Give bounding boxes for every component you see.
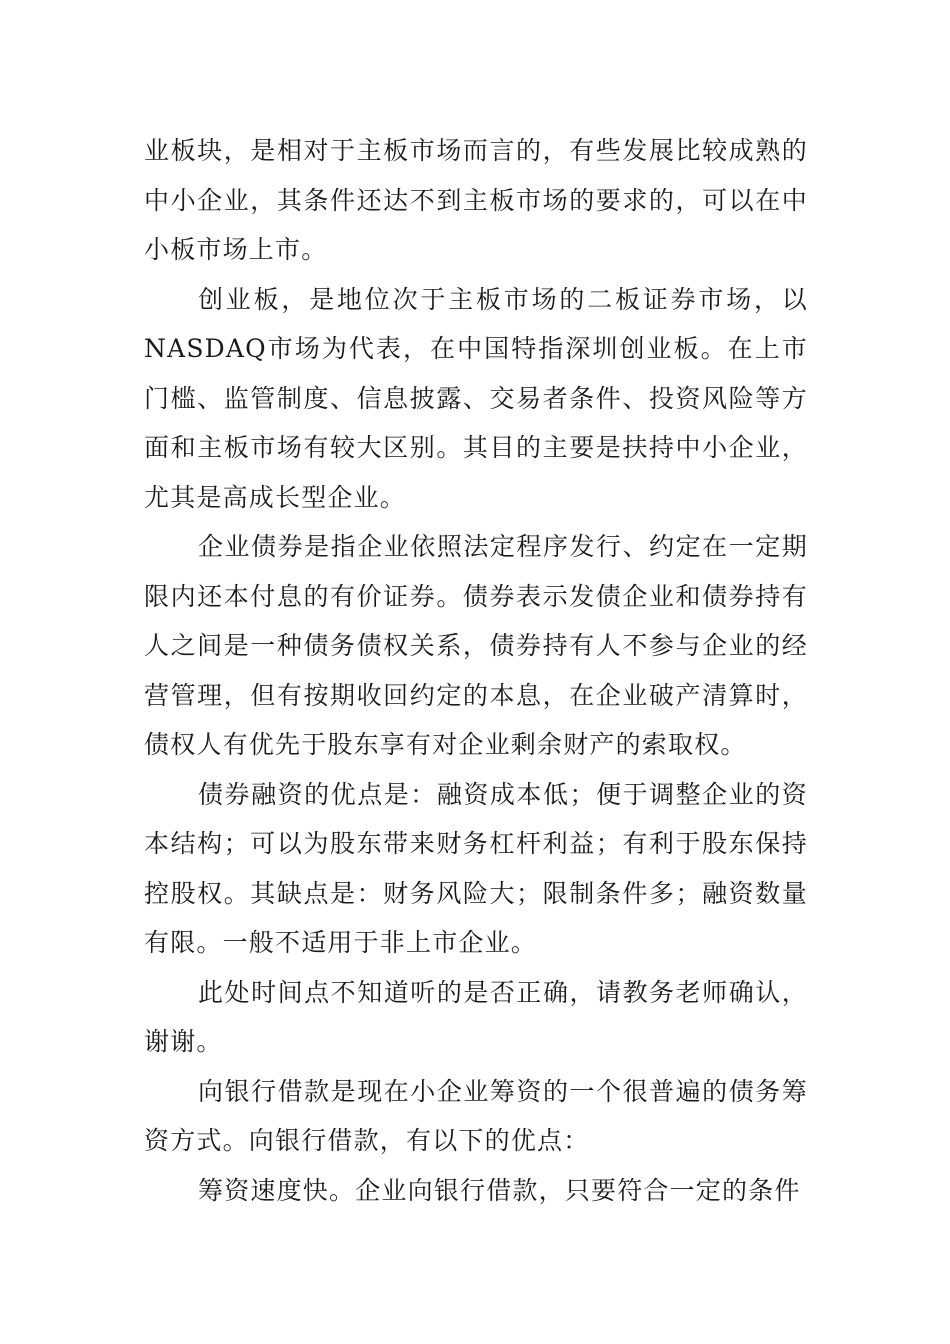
document-body bbox=[144, 126, 808, 1215]
paragraph-fast-financing: 筹资速度快。企业向银行借款，只要符合一定的条件 bbox=[198, 1175, 801, 1205]
paragraph-corporate-bonds: 企业债券是指企业依照法定程序发行、约定在一定期限内还本付息的有价证券。债券表示发债企业和债券持有人之间是一种债务债权关系，债券持有人不参与企业的经营管理，但有按期收回约定的本息，在企业破产清算时，债权人有优先于股东享有对企业剩余财产的索取权。 bbox=[144, 532, 808, 759]
paragraph-continuation: 业板块，是相对于主板市场而言的，有些发展比较成熟的中小企业，其条件还达不到主板市场的要求的，可以在中小板市场上市。 bbox=[144, 136, 808, 264]
paragraph-bank-loans: 向银行借款是现在小企业筹资的一个很普遍的债务筹资方式。向银行借款，有以下的优点： bbox=[144, 1076, 808, 1155]
paragraph-bond-financing-pros-cons: 债券融资的优点是：融资成本低；便于调整企业的资本结构；可以为股东带来财务杠杆利益；有利于股东保持控股权。其缺点是：财务风险大；限制条件多；融资数量有限。一般不适用于非上市企业。 bbox=[144, 779, 808, 957]
paragraph-growth-board: 创业板，是地位次于主板市场的二板证券市场，以NASDAQ市场为代表，在中国特指深圳创业板。在上市门槛、监管制度、信息披露、交易者条件、投资风险等方面和主板市场有较大区别。其目的主要是扶持中小企业，尤其是高成长型企业。 bbox=[144, 284, 808, 512]
paragraph-note: 此处时间点不知道听的是否正确，请教务老师确认，谢谢。 bbox=[144, 977, 808, 1056]
